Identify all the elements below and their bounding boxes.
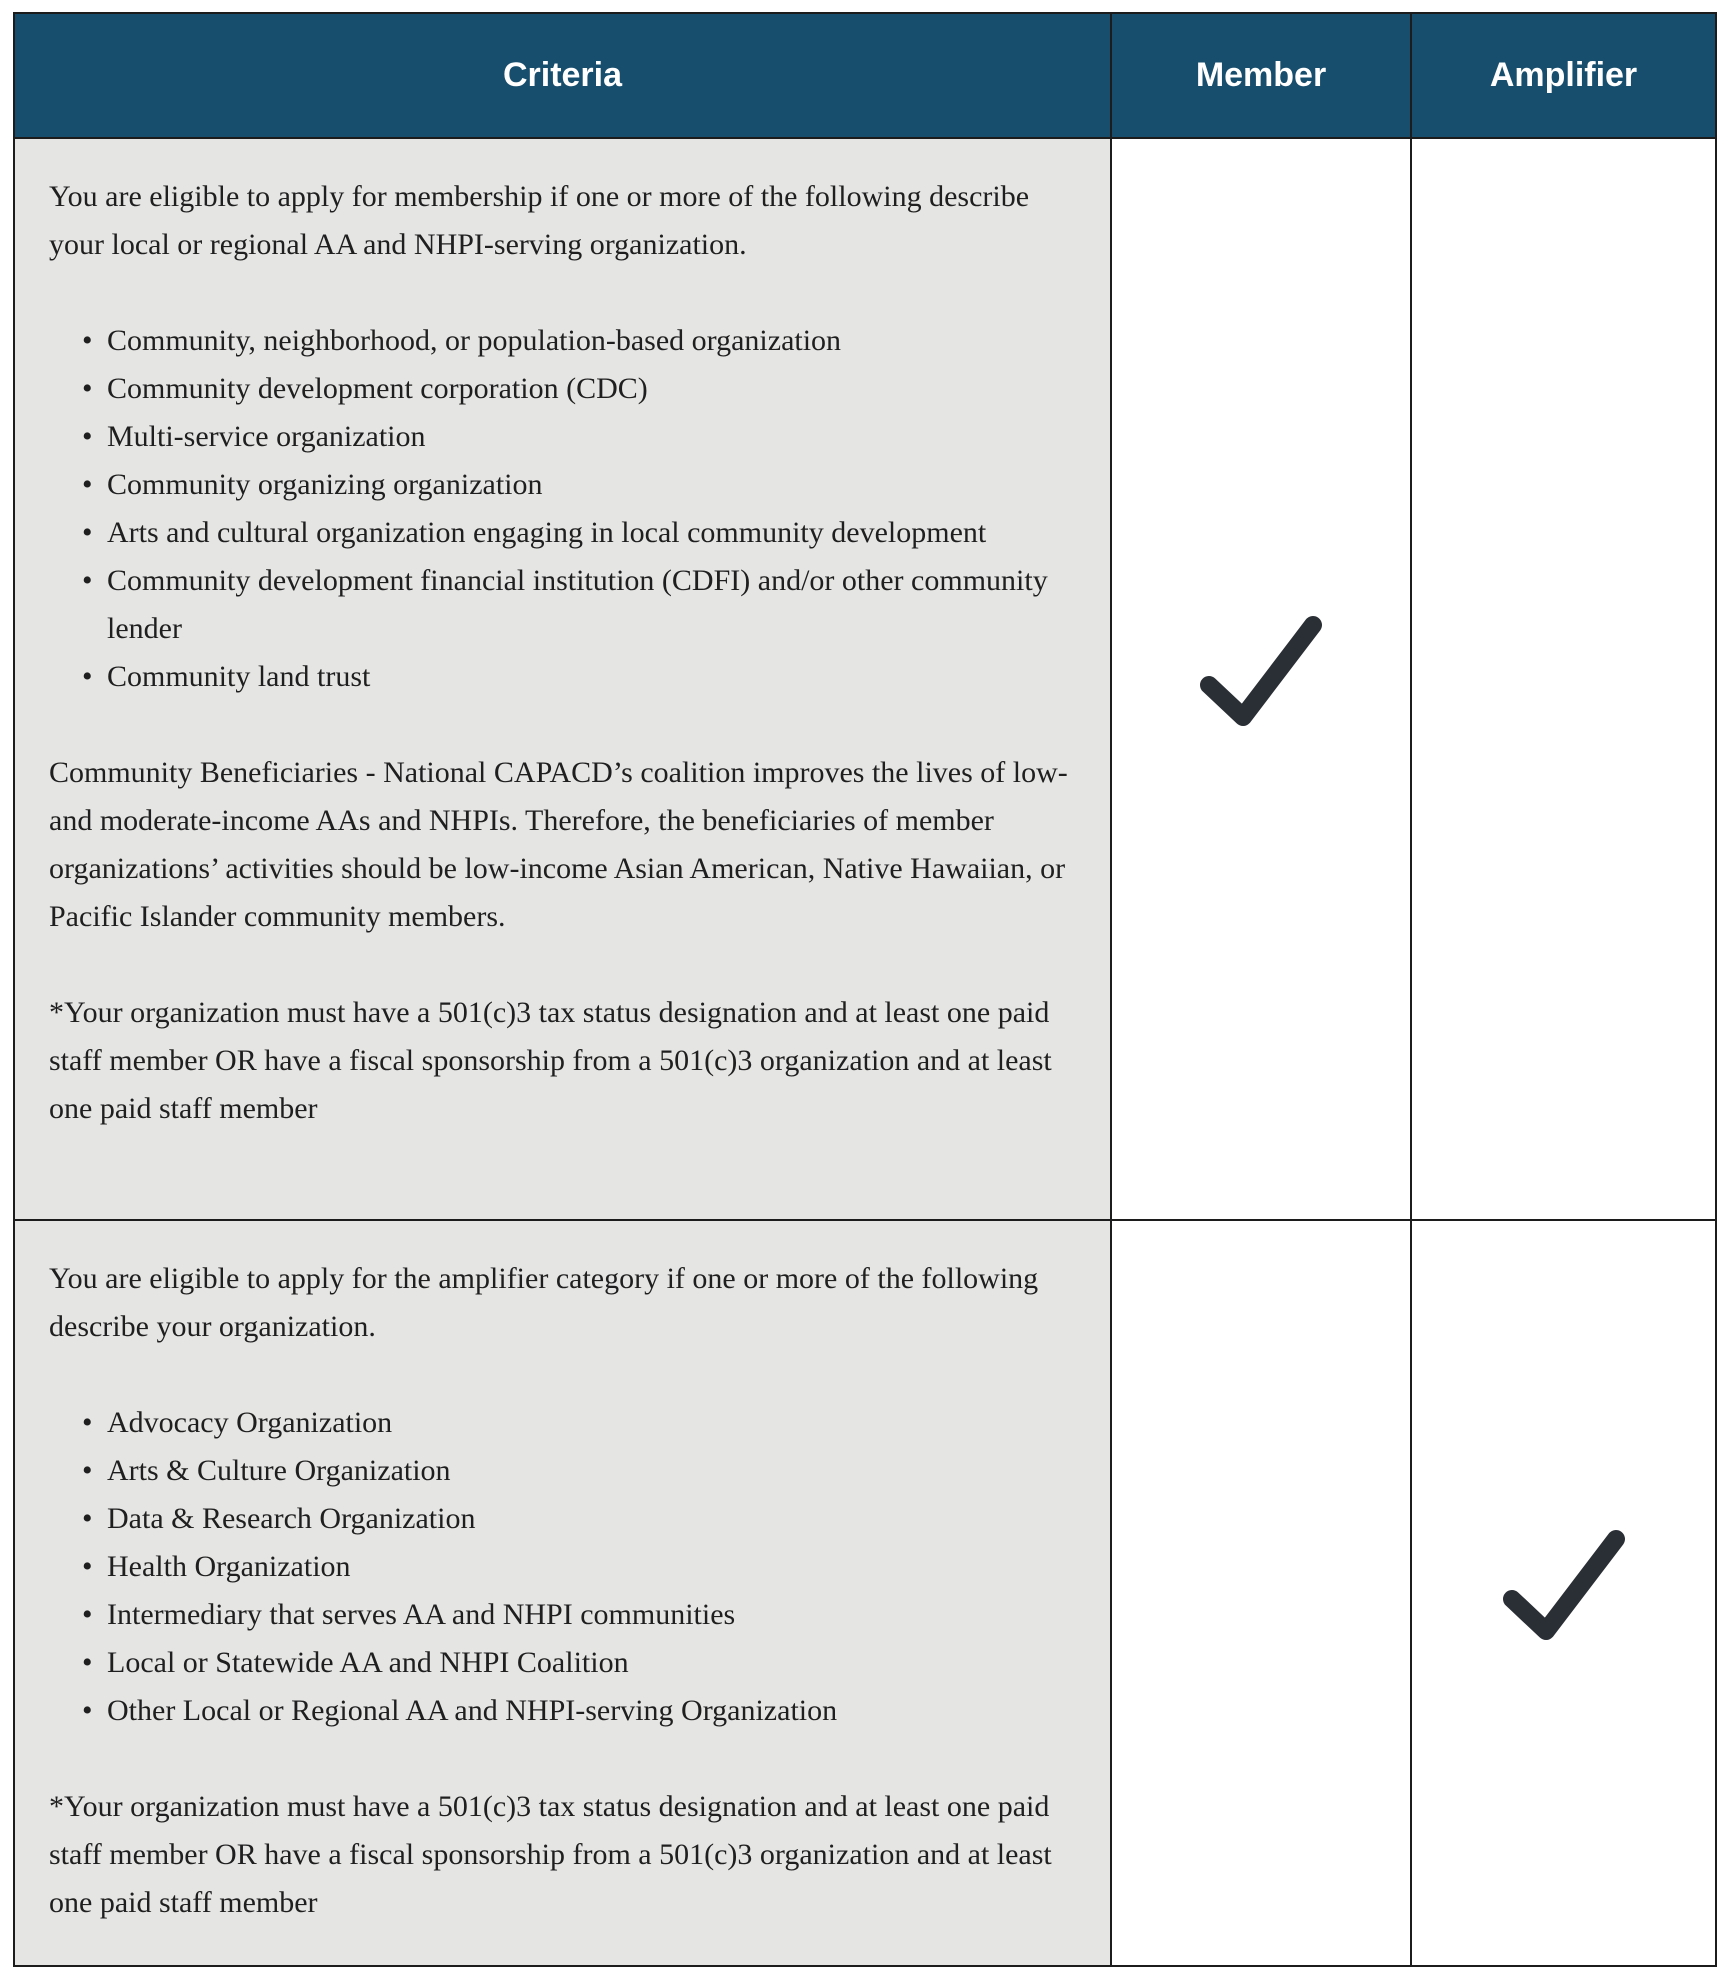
- list-item: • Community, neighborhood, or population-based organization: [82, 324, 842, 357]
- list-item: • Local or Statewide AA and NHPI Coalition: [82, 1646, 629, 1679]
- list-item: • Arts & Culture Organization: [82, 1454, 451, 1487]
- list-item: • Community organizing organization: [82, 468, 543, 501]
- list-item: • Multi-service organization: [82, 420, 426, 453]
- header-row: [14, 13, 1716, 138]
- list-item: • Community development financial institution (CDFI) and/or other community lender: [82, 564, 1048, 645]
- amplifier-row-member-cell: [1111, 1220, 1411, 1966]
- list-item: • Community land trust: [82, 660, 371, 693]
- member-beneficiaries-text: Community Beneficiaries - National CAPACD’s coalition improves the lives of low- and moderate-income AAs and NHPIs. Therefore, the beneficiaries of member organizations’ activities should be low-income Asian American, Native Hawaiian, or Pacific Islander community members.: [49, 756, 1068, 933]
- amplifier-criteria-cell: [14, 1220, 1111, 1966]
- amplifier-criteria-row: [14, 1220, 1716, 1966]
- member-row-amplifier-cell: [1411, 138, 1716, 1220]
- header-amplifier: Amplifier: [1411, 13, 1716, 138]
- header-member: Member: [1111, 13, 1411, 138]
- list-item: • Other Local or Regional AA and NHPI-serving Organization: [82, 1694, 838, 1727]
- checkmark-icon: [1494, 1523, 1634, 1663]
- list-item: • Community development corporation (CDC): [82, 372, 648, 405]
- list-item: • Advocacy Organization: [82, 1406, 393, 1439]
- member-row-member-cell: [1111, 138, 1411, 1220]
- list-item: • Health Organization: [82, 1550, 351, 1583]
- list-item: • Arts and cultural organization engaging in local community development: [82, 516, 987, 549]
- eligibility-table: [13, 12, 1717, 1967]
- member-criteria-row: [14, 138, 1716, 1220]
- amplifier-tax-status-note: *Your organization must have a 501(c)3 tax status designation and at least one paid staff member OR have a fiscal sponsorship from a 501(c)3 organization and at least one paid staff member: [49, 1790, 1052, 1919]
- checkmark-icon: [1191, 609, 1331, 749]
- amplifier-org-type-list: [49, 1399, 1090, 1735]
- member-intro: You are eligible to apply for membership if one or more of the following describe your local or regional AA and NHPI-serving organization.: [49, 180, 1030, 261]
- header-criteria: Criteria: [14, 13, 1111, 138]
- amplifier-intro: You are eligible to apply for the amplifier category if one or more of the following describe your organization.: [49, 1262, 1039, 1343]
- amplifier-row-amplifier-cell: [1411, 1220, 1716, 1966]
- member-org-type-list: [49, 317, 1090, 701]
- list-item: • Data & Research Organization: [82, 1502, 476, 1535]
- member-criteria-cell: [14, 138, 1111, 1220]
- member-tax-status-note: *Your organization must have a 501(c)3 tax status designation and at least one paid staff member OR have a fiscal sponsorship from a 501(c)3 organization and at least one paid staff member: [49, 996, 1052, 1125]
- list-item: • Intermediary that serves AA and NHPI communities: [82, 1598, 736, 1631]
